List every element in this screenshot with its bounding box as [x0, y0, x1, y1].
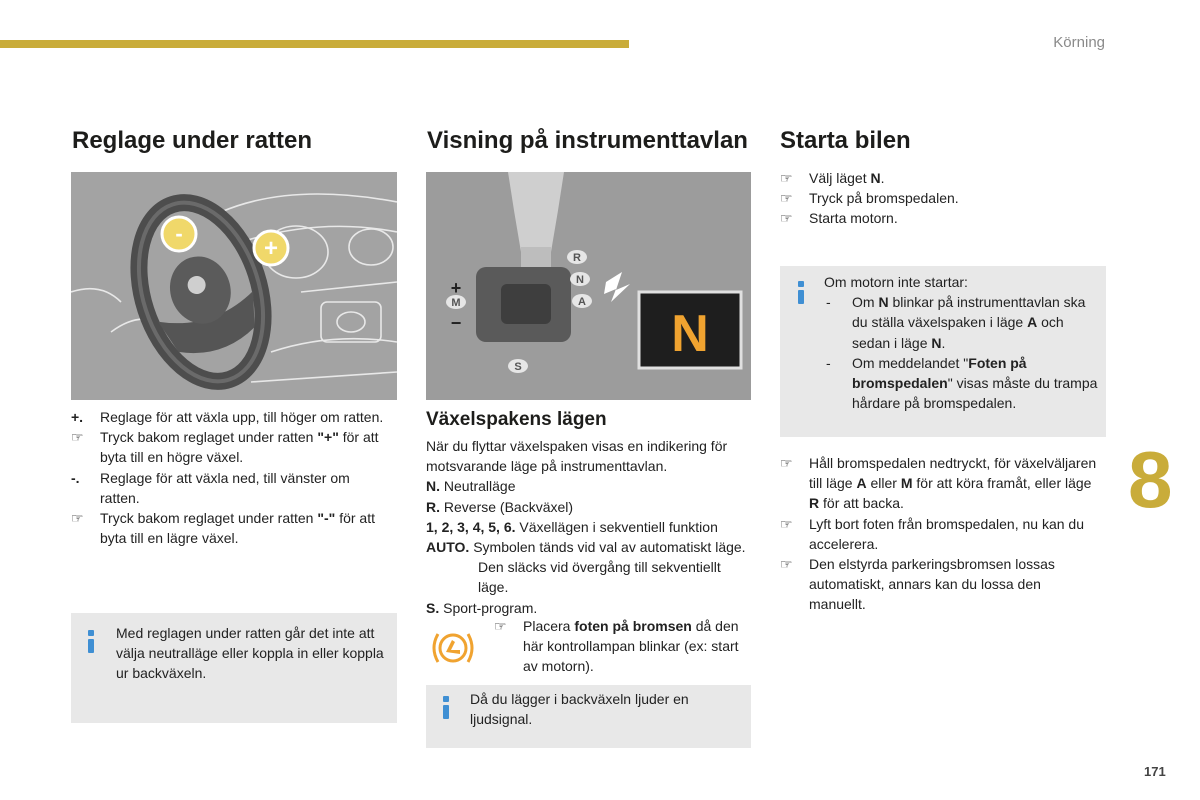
col1-info-text: Med reglagen under ratten går det inte att välja neutralläge eller koppla in eller koppla ur backväxeln. — [116, 625, 384, 682]
info-title: Om motorn inte startar: — [824, 274, 968, 290]
gear-position-n: N — [576, 274, 584, 286]
list-item: ☞ Välj läget N. — [780, 170, 885, 186]
gear-position-a: A — [578, 296, 586, 308]
display-gear-letter: N — [671, 305, 709, 363]
list-item: ☞ Tryck bakom reglaget under ratten "-" för att byta till en lägre växel. — [71, 510, 375, 547]
col3-title: Starta bilen — [780, 127, 911, 154]
col2-brake-instruction: ☞ Placera foten på bromsen då den här kontrollampan blinkar (ex: start av motorn). — [494, 618, 739, 675]
col2-subtitle: Växelspakens lägen — [426, 409, 607, 430]
gear-minus-label: − — [450, 313, 462, 333]
list-item: ☞ Lyft bort foten från bromspedalen, nu kan du accelerera. — [780, 515, 1084, 552]
plus-paddle-label: + — [263, 235, 279, 262]
list-item: ☞ Starta motorn. — [780, 210, 898, 227]
gear-position-m: M — [451, 297, 461, 309]
section-label: Körning — [1053, 34, 1105, 51]
list-item: ☞ Tryck på bromspedalen. — [780, 190, 959, 207]
gear-position-s: S — [514, 361, 522, 373]
info-icon — [798, 281, 804, 304]
brake-pedal-warning-icon — [428, 628, 478, 668]
minus-paddle-label: - — [175, 221, 183, 246]
steering-wheel-illustration — [71, 172, 397, 400]
list-item: +. Reglage för att växla upp, till höger om ratten. — [71, 409, 384, 425]
col3-info-content — [824, 272, 1100, 413]
page-number: 171 — [1144, 764, 1166, 779]
mode-item: R. Reverse (Backväxel) — [426, 498, 574, 515]
col1-instructions — [71, 407, 391, 548]
list-item: ☞ Håll bromspedalen nedtryckt, för växelväljaren till läge A eller M för att köra framåt, eller läge R för att backa. — [780, 455, 1097, 512]
col2-intro: När du flyttar växelspaken visas en indikering för motsvarande läge på instrumenttavlan. — [426, 438, 728, 475]
mode-item: S. Sport-program. — [426, 599, 538, 616]
col3-info-box — [780, 266, 1106, 437]
info-icon — [443, 696, 449, 719]
col2-title: Visning på instrumenttavlan — [427, 127, 748, 154]
info-icon — [88, 630, 94, 653]
col1-info-box — [71, 613, 397, 723]
mode-item: 1, 2, 3, 4, 5, 6. Växellägen i sekventiell funktion — [426, 518, 718, 535]
col1-title: Reglage under ratten — [72, 127, 313, 154]
info-list-item: - Om meddelandet "Foten på bromspedalen" visas måste du trampa hårdare på bromspedalen. — [826, 354, 1098, 412]
gear-position-r: R — [573, 252, 581, 264]
header-accent-bar — [0, 40, 629, 48]
gear-selector-illustration — [426, 172, 751, 400]
gear-plus-label: + — [450, 278, 462, 298]
col3-steps — [780, 168, 1100, 229]
col2-info-text: Då du lägger i backväxeln ljuder en ljudsignal. — [470, 691, 689, 728]
chapter-number: 8 — [1128, 435, 1173, 524]
list-item: ☞ Den elstyrda parkeringsbromsen lossas automatiskt, annars kan du lossa den manuellt. — [780, 556, 1055, 613]
col3-more-steps — [780, 453, 1100, 615]
mode-item: N. Neutralläge — [426, 478, 516, 495]
list-item: -. Reglage för att växla ned, till vänster om ratten. — [71, 469, 350, 506]
col2-info-box — [426, 685, 751, 748]
mode-item: AUTO. Symbolen tänds vid val av automatiskt läge. Den släcks vid övergång till sekventiellt läge. — [426, 539, 746, 596]
col2-body — [426, 436, 746, 618]
list-item: ☞ Tryck bakom reglaget under ratten "+" för att byta till en högre växel. — [71, 429, 379, 466]
info-list-item: - Om N blinkar på instrumenttavlan ska du ställa växelspaken i läge A och sedan i läge N. — [826, 294, 1086, 351]
